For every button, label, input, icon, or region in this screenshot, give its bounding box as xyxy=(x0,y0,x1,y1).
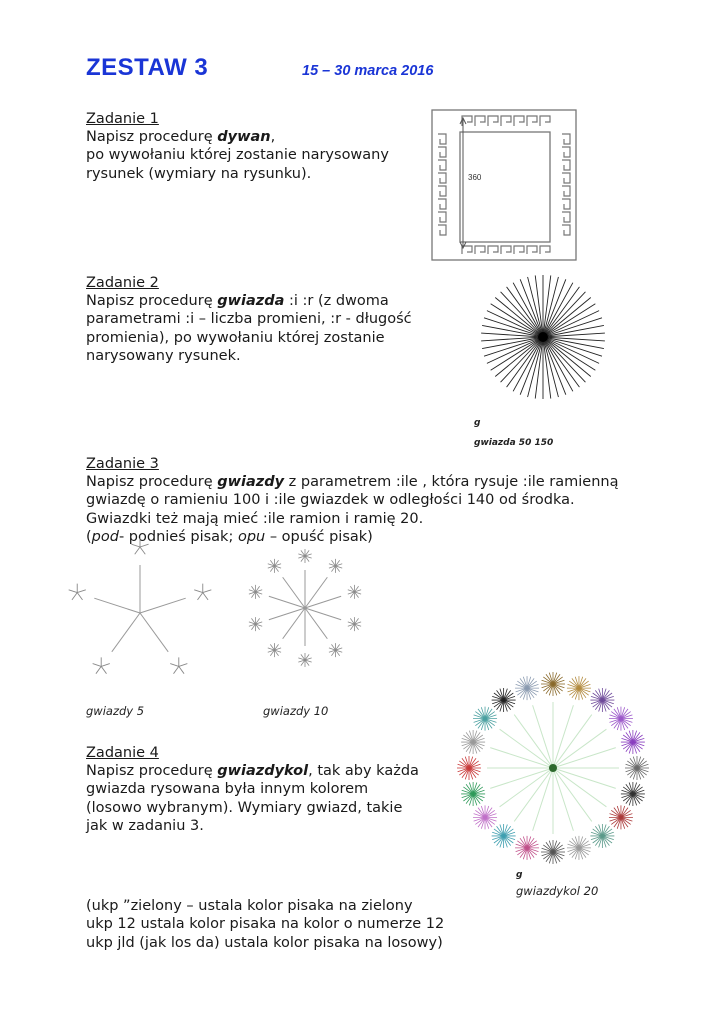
task4-line2: gwiazda rysowana była innym kolorem xyxy=(86,781,369,798)
task1-text xyxy=(86,128,389,183)
task4-text xyxy=(86,762,419,835)
gwiazdykol-small-star xyxy=(461,730,485,754)
gwiazdy10-small-star xyxy=(298,549,311,563)
task3-line1-prefix: Napisz procedurę xyxy=(86,474,218,490)
gwiazdykol-small-star xyxy=(609,707,633,731)
task4-line3: (losowo wybranym). Wymiary gwiazd, takie xyxy=(86,799,403,816)
gwiazdy10-small-star xyxy=(329,559,342,573)
gwiazdykol-small-star xyxy=(609,805,633,829)
gwiazdy5-arm xyxy=(94,598,140,613)
gwiazdykol-small-star xyxy=(621,782,645,806)
task1-procedure-name: dywan xyxy=(217,129,271,145)
task1-heading: Zadanie 1 xyxy=(86,111,159,127)
gwiazdykol-small-star xyxy=(461,782,485,806)
gwiazdy10-caption: gwiazdy 10 xyxy=(263,704,329,718)
gwiazdykol-small-star xyxy=(515,676,539,700)
task3-heading: Zadanie 3 xyxy=(86,456,159,472)
gwiazdy-10-figure xyxy=(245,550,375,670)
task2-line1-prefix: Napisz procedurę xyxy=(86,293,218,309)
gwiazdykol-small-star xyxy=(515,836,539,860)
task4-procedure-name: gwiazdykol xyxy=(217,763,309,779)
task1-line2: po wywołaniu której zostanie narysowany xyxy=(86,147,389,164)
gwiazda-center xyxy=(538,332,548,342)
gwiazdykol-small-star xyxy=(541,672,565,696)
notes-line3: ukp jld (jak los da) ustala kolor pisaka na losowy) xyxy=(86,934,443,951)
task3-line4-c: – opuść pisak) xyxy=(265,528,373,545)
task4-line1-prefix: Napisz procedurę xyxy=(86,763,218,779)
notes-line2: ukp 12 ustala kolor pisaka na kolor o numerze 12 xyxy=(86,916,445,933)
dywan-figure xyxy=(430,108,580,263)
gwiazdykol-small-star xyxy=(492,688,516,712)
task3-line1-suffix: z parametrem :ile , która rysuje :ile ramienną xyxy=(284,474,619,490)
task2-procedure-name: gwiazda xyxy=(217,293,285,309)
task1-line1-suffix: , xyxy=(270,129,276,145)
gwiazdykol-small-star xyxy=(473,707,497,731)
gwiazdy5-small-star xyxy=(170,657,187,673)
gwiazdykol-small-star xyxy=(541,840,565,864)
gwiazdykol-figure xyxy=(455,670,655,870)
task3-line3: Gwiazdki też mają mieć :ile ramion i ramię 20. xyxy=(86,510,424,527)
gwiazdy10-center-star xyxy=(269,570,341,646)
dywan-dimension-label: 360 xyxy=(468,173,482,182)
gwiazdy10-small-star xyxy=(348,585,361,599)
gwiazdy5-small-star xyxy=(194,584,211,600)
task3-text xyxy=(86,473,618,546)
task2-line2: parametrami :i – liczba promieni, :r - długość xyxy=(86,311,412,328)
gwiazdy10-small-star xyxy=(268,559,281,573)
gwiazdy10-small-star xyxy=(249,617,262,631)
task1-line1-prefix: Napisz procedurę xyxy=(86,129,218,145)
task4-line1-suffix: , tak aby każda xyxy=(308,763,419,779)
gwiazdy10-small-star xyxy=(329,643,342,657)
gwiazdykol-caption-letter: g xyxy=(516,870,523,880)
gwiazda-caption: gwiazda 50 150 xyxy=(474,438,554,448)
notes-line1: (ukp ”zielony – ustala kolor pisaka na zielony xyxy=(86,898,413,914)
task3-line2: gwiazdę o ramieniu 100 i :ile gwiazdek w odległości 140 od środka. xyxy=(86,492,575,509)
gwiazda-figure xyxy=(478,272,608,402)
gwiazdykol-small-star xyxy=(473,805,497,829)
page-title: ZESTAW 3 xyxy=(86,54,209,81)
gwiazdy10-small-star xyxy=(298,653,311,667)
gwiazdy10-small-star xyxy=(348,617,361,631)
gwiazdykol-small-star xyxy=(567,836,591,860)
gwiazdy5-small-star xyxy=(69,584,86,600)
gwiazdykol-small-star xyxy=(625,756,649,780)
task4-heading: Zadanie 4 xyxy=(86,745,159,761)
notes xyxy=(86,897,444,952)
gwiazdykol-center xyxy=(549,764,557,772)
task3-line4-a: ( xyxy=(86,528,92,545)
gwiazdy5-small-star xyxy=(93,657,110,673)
gwiazdykol-small-star xyxy=(590,824,614,848)
gwiazdykol-small-star xyxy=(590,688,614,712)
gwiazdy10-small-star xyxy=(268,643,281,657)
date-range: 15 – 30 marca 2016 xyxy=(302,63,434,79)
gwiazdykol-small-star xyxy=(567,676,591,700)
task1-line3: rysunek (wymiary na rysunku). xyxy=(86,165,312,182)
gwiazdy-5-figure xyxy=(70,545,215,675)
gwiazda-caption-letter: g xyxy=(474,418,481,428)
gwiazdykol-small-star xyxy=(457,756,481,780)
task2-heading: Zadanie 2 xyxy=(86,275,159,291)
gwiazdy5-caption: gwiazdy 5 xyxy=(86,704,145,718)
task3-pod-keyword: pod xyxy=(91,528,119,545)
gwiazdykol-caption: gwiazdykol 20 xyxy=(516,884,599,898)
gwiazdy5-arm xyxy=(112,613,140,652)
task3-opu-keyword: opu xyxy=(237,528,266,545)
task2-line4: narysowany rysunek. xyxy=(86,347,241,364)
gwiazdykol-small-star xyxy=(492,824,516,848)
task4-line4: jak w zadaniu 3. xyxy=(86,817,204,834)
task2-text xyxy=(86,292,412,365)
gwiazdykol-small-star xyxy=(621,730,645,754)
task2-line3: promienia), po wywołaniu której zostanie xyxy=(86,329,385,346)
dywan-inner-frame xyxy=(460,132,550,242)
task3-procedure-name: gwiazdy xyxy=(217,474,285,490)
gwiazdy10-small-star xyxy=(249,585,262,599)
gwiazdy5-arm xyxy=(140,598,186,613)
task3-line4-b: - podnieś pisak; xyxy=(118,528,238,545)
gwiazdy5-arm xyxy=(140,613,168,652)
task2-line1-suffix: :i :r (z dwoma xyxy=(284,293,389,309)
